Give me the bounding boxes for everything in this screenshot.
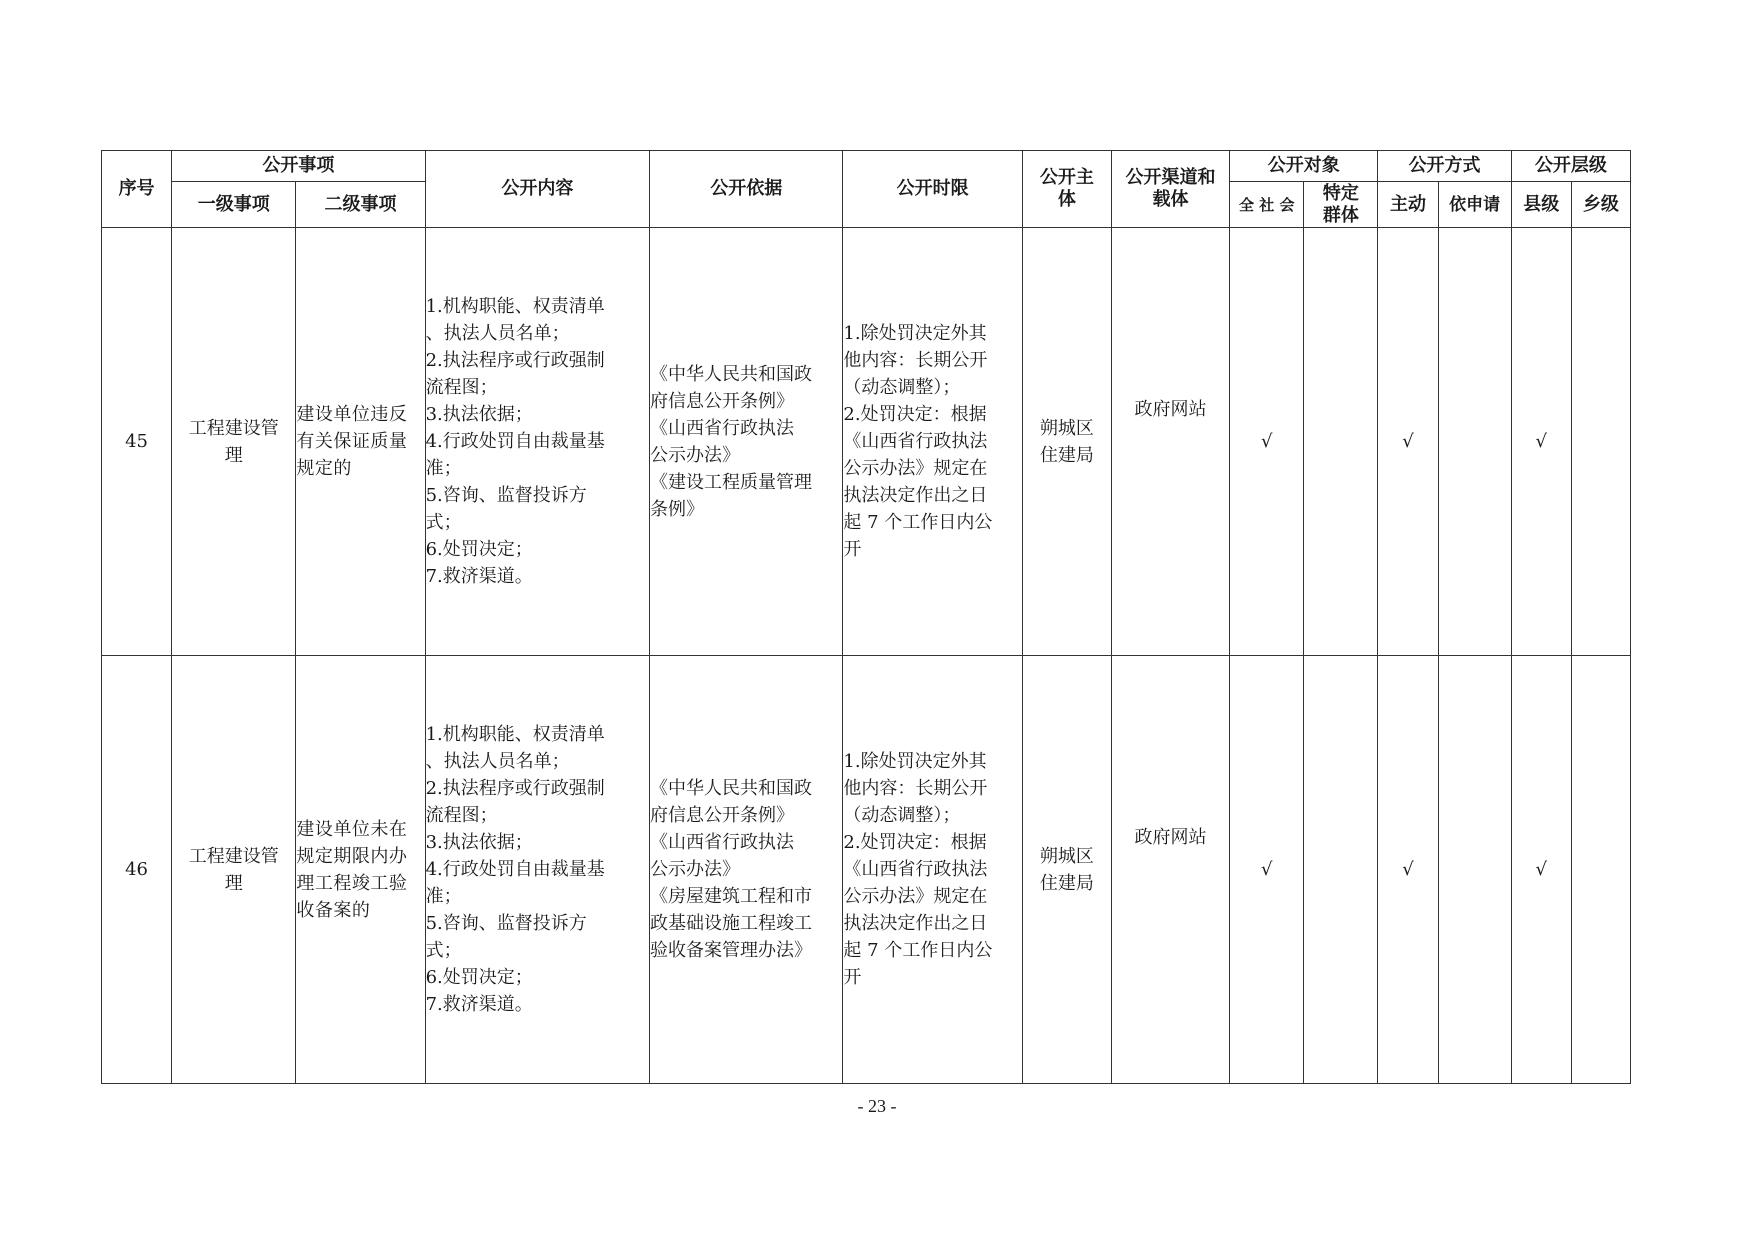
content-line: 准； xyxy=(425,458,462,479)
content-line: 3.执法依据； xyxy=(425,404,533,425)
header-level2: 二级事项 xyxy=(296,182,425,228)
cell-time-limit xyxy=(843,656,1022,1084)
table-header xyxy=(102,151,1631,228)
time-limit-line: （动态调整）； xyxy=(843,377,961,398)
header-content: 公开内容 xyxy=(425,151,649,228)
header-method-request: 依申请 xyxy=(1438,182,1511,228)
cell-audience-all: √ xyxy=(1230,656,1304,1084)
content-line: 2.执法程序或行政强制 xyxy=(425,778,605,799)
cell-level1: 工程建设管理 xyxy=(172,228,296,656)
basis-line: 公示办法》 xyxy=(650,444,741,466)
header-level-town: 乡级 xyxy=(1571,182,1630,228)
time-limit-line: 开 xyxy=(843,539,862,560)
content-line: 6.处罚决定； xyxy=(425,539,533,560)
cell-level2: 建设单位未在规定期限内办理工程竣工验收备案的 xyxy=(296,656,425,1084)
table-row xyxy=(102,228,1631,656)
content-line: 、执法人员名单； xyxy=(425,323,570,344)
cell-level-town xyxy=(1571,656,1630,1084)
content-line: 4.行政处罚自由裁量基 xyxy=(425,859,605,880)
header-basis: 公开依据 xyxy=(650,151,843,228)
content-line: 准； xyxy=(425,886,462,907)
time-limit-line: 1.除处罚决定外其 xyxy=(843,751,987,772)
cell-basis xyxy=(650,656,843,1084)
cell-channel xyxy=(1111,656,1229,1084)
cell-audience-specific xyxy=(1304,656,1378,1084)
content-line: 6.处罚决定； xyxy=(425,967,533,988)
cell-audience-specific xyxy=(1304,228,1378,656)
content-line: 7.救济渠道。 xyxy=(425,566,533,587)
header-seq: 序号 xyxy=(102,151,172,228)
header-level: 公开层级 xyxy=(1511,151,1630,182)
time-limit-line: 执法决定作出之日 xyxy=(843,913,988,934)
channel-text: 政府网站 xyxy=(1134,826,1207,848)
content-line: 7.救济渠道。 xyxy=(425,994,533,1015)
cell-seq: 46 xyxy=(102,656,172,1084)
basis-line: 条例》 xyxy=(650,498,705,520)
cell-level-county: √ xyxy=(1511,656,1571,1084)
header-audience-all: 全 社 会 xyxy=(1230,182,1304,228)
content-line: 5.咨询、监督投诉方 xyxy=(425,485,587,506)
cell-subject: 朔城区住建局 xyxy=(1022,656,1111,1084)
header-time-limit: 公开时限 xyxy=(843,151,1022,228)
content-line: 流程图； xyxy=(425,377,498,398)
time-limit-line: 公示办法》规定在 xyxy=(843,458,988,479)
page-number: - 23 - xyxy=(857,1096,897,1116)
content-line: 式； xyxy=(425,512,462,533)
basis-line: 《山西省行政执法 xyxy=(650,417,795,439)
time-limit-line: 1.除处罚决定外其 xyxy=(843,323,987,344)
time-limit-line: 公示办法》规定在 xyxy=(843,886,988,907)
channel-text: 政府网站 xyxy=(1134,398,1207,420)
basis-line: 验收备案管理办法》 xyxy=(650,940,813,961)
time-limit-line: 2.处罚决定：根据 xyxy=(843,832,987,853)
basis-line: 《中华人民共和国政 xyxy=(650,363,813,385)
time-limit-line: 《山西省行政执法 xyxy=(843,431,988,452)
time-limit-line: 执法决定作出之日 xyxy=(843,485,988,506)
cell-audience-all: √ xyxy=(1230,228,1304,656)
basis-line: 《建设工程质量管理 xyxy=(650,471,813,493)
basis-line: 《山西省行政执法 xyxy=(650,832,795,853)
time-limit-line: 他内容：长期公开 xyxy=(843,778,988,799)
time-limit-line: 2.处罚决定：根据 xyxy=(843,404,987,425)
cell-method-active: √ xyxy=(1378,656,1438,1084)
cell-level1: 工程建设管理 xyxy=(172,656,296,1084)
content-line: 式； xyxy=(425,940,462,961)
basis-line: 政基础设施工程竣工 xyxy=(650,913,813,934)
time-limit-line: 起 7 个工作日内公 xyxy=(843,940,993,961)
cell-method-active: √ xyxy=(1378,228,1438,656)
header-subject: 公开主体 xyxy=(1022,151,1111,228)
header-level-county: 县级 xyxy=(1511,182,1571,228)
cell-channel xyxy=(1111,228,1229,656)
cell-content xyxy=(425,228,649,656)
cell-level-county: √ xyxy=(1511,228,1571,656)
header-level1: 一级事项 xyxy=(172,182,296,228)
cell-time-limit xyxy=(843,228,1022,656)
header-channel: 公开渠道和载体 xyxy=(1111,151,1229,228)
cell-level2: 建设单位违反有关保证质量规定的 xyxy=(296,228,425,656)
cell-basis xyxy=(650,228,843,656)
content-line: 5.咨询、监督投诉方 xyxy=(425,913,587,934)
basis-line: 《房屋建筑工程和市 xyxy=(650,886,813,907)
basis-line: 《中华人民共和国政 xyxy=(650,778,813,799)
content-line: 流程图； xyxy=(425,805,498,826)
header-audience: 公开对象 xyxy=(1230,151,1378,182)
cell-method-request xyxy=(1438,228,1511,656)
basis-line: 府信息公开条例》 xyxy=(650,805,795,826)
content-line: 1.机构职能、权责清单 xyxy=(425,296,605,317)
content-line: 3.执法依据； xyxy=(425,832,533,853)
content-line: 4.行政处罚自由裁量基 xyxy=(425,431,605,452)
time-limit-line: 起 7 个工作日内公 xyxy=(843,512,993,533)
content-line: 2.执法程序或行政强制 xyxy=(425,350,605,371)
time-limit-line: 开 xyxy=(843,967,862,988)
table-row xyxy=(102,656,1631,1084)
basis-line: 公示办法》 xyxy=(650,859,741,880)
time-limit-line: （动态调整）； xyxy=(843,805,961,826)
content-line: 、执法人员名单； xyxy=(425,751,570,772)
time-limit-line: 《山西省行政执法 xyxy=(843,859,988,880)
header-matter: 公开事项 xyxy=(172,151,425,182)
cell-content xyxy=(425,656,649,1084)
cell-subject: 朔城区住建局 xyxy=(1022,228,1111,656)
disclosure-table xyxy=(101,150,1631,1084)
cell-method-request xyxy=(1438,656,1511,1084)
header-method-active: 主动 xyxy=(1378,182,1438,228)
header-method: 公开方式 xyxy=(1378,151,1511,182)
cell-seq: 45 xyxy=(102,228,172,656)
content-line: 1.机构职能、权责清单 xyxy=(425,724,605,745)
time-limit-line: 他内容：长期公开 xyxy=(843,350,988,371)
cell-level-town xyxy=(1571,228,1630,656)
header-audience-specific: 特定群体 xyxy=(1304,182,1378,228)
basis-line: 府信息公开条例》 xyxy=(650,390,795,412)
